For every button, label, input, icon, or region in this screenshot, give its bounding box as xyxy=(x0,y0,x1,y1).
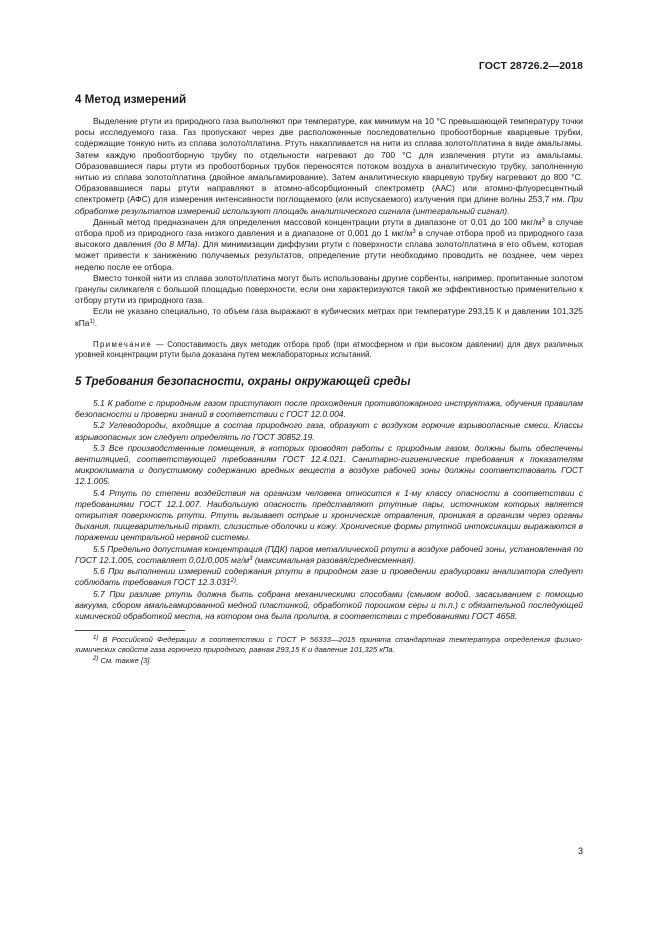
clause-5-3: 5.3 Все производственные помещения, в которых проводят работы с природным газом, должны быть обеспечены вентиляцией, соответствующей требованиям ГОСТ 12.4.021. Санитарно-гигиенические требования к показателям микроклимата и допустимому содержанию вредных веществ в воздухе рабочей зоны должны соответствовать ГОСТ 12.1.005. xyxy=(75,442,583,487)
section-4-paragraph-1: Выделение ртути из природного газа выполняют при температуре, как минимум на 10 °С превышающей температуру точки росы исследуемого газа. Газ пропускают через две расположенные последовательно пробоотборные кварцевые трубки, содержащие тонкую нить из сплава золото/платина. Ртуть накапливается на нити из сплава золото/платина в виде амальгамы. Затем каждую пробоотборную трубку по отдельности нагревают до 700 °С для извлечения ртути из амальгамы. Образовавшиеся пары ртути из пробоотборных трубок переносятся потоком воздуха в аналитическую трубку, заполненную нитью из сплава золото/платина (двойное амальгамирование). Затем аналитическую кварцевую трубку нагревают до 800 °С. Образовавшиеся пары ртути направляют в атомно-абсорбционный спектрометр (ААС) или атомно-флуоресцентный спектрометр (АФС) для измерения интенсивности поглощаемого (или испускаемого) излучения при длине волны 253,7 нм. При обработке результатов измерений используют площадь аналитического сигнала (интегральный сигнал). xyxy=(75,116,583,216)
section-4-paragraph-4: Если не указано специально, то объем газа выражают в кубических метрах при температуре 293,15 К и давлении 101,325 кПа$^{1)}$. xyxy=(75,306,583,328)
footnote-divider xyxy=(75,630,185,631)
clause-5-6: 5.6 При выполнении измерений содержания ртути в природном газе и проведении градуировки анализатора следует соблюдать требования ГОСТ 12.3.031$^{2)}$. xyxy=(75,566,583,588)
page-number: 3 xyxy=(577,846,583,856)
footnote-1: $^{1)}$ В Российской Федерации в соответствии с ГОСТ Р 56333—2015 принята стандартная температура определения физико-химических свойств газа горючего природного, равная 293,15 К и давление 101,325 кПа. xyxy=(75,635,583,655)
clause-5-5: 5.5 Предельно допустимая концентрация (ПДК) паров металлической ртути в воздухе рабочей зоны, установленная по ГОСТ 12.1.005, составляет 0,01/0,005 $мг/м^3$ (максимальная разовая/среднесменная). xyxy=(75,543,583,565)
section-4-note: Примечание — Сопоставимость двух методик отбора проб (при атмосферном и при высоком давлении) для двух различных уровней концентрации ртути была доказана путем межлабораторных испытаний. xyxy=(75,339,583,360)
clause-5-4: 5.4 Ртуть по степени воздействия на организм человека относится к 1-му классу опасности в соответствии с требованиями ГОСТ 12.1.007. Наибольшую опасность представляют ртутные пары, источником которых является открытая поверхность ртути. Ртуть вызывает острые и хронические отравления, проникая в организм через органы дыхания, пищеварительный тракт, слизистые оболочки и кожу. Хронические формы ртутной интоксикации выражаются в поражении центральной нервной системы. xyxy=(75,487,583,543)
section-4-paragraph-3: Вместо тонкой нити из сплава золото/платина могут быть использованы другие сорбенты, например, пропитанные золотом гранулы силикагеля с большой площадью поверхности, если они характеризуются такой же эффективностью применительно к отбору ртути из природного газа. xyxy=(75,272,583,306)
clause-5-1: 5.1 К работе с природным газом приступают после прохождения противопожарного инструктажа, обучения правилам безопасности и проверки знаний в соответствии с ГОСТ 12.0.004. xyxy=(75,398,583,420)
footnote-2: $^{2)}$ См. также [3]. xyxy=(93,655,152,665)
section-4-paragraph-2: Данный метод предназначен для определения массовой концентрации ртути в диапазоне от 0,01 до 100 мкг/$м^3$ в случае отбора проб из природного газа низкого давления и в диапазоне от 0,001 до 1 мкг/$м^3$ в случае отбора проб из природного газа высокого давления (до 8 МПа). Для минимизации диффузии ртути с поверхности сплава золото/платина в его объем, которая может привести к занижению получаемых результатов, определение ртути необходимо проводить не позднее, чем через неделю после ее отбора. xyxy=(75,216,583,272)
clause-5-2: 5.2 Углеводороды, входящие в состав природного газа, образуют с воздухом горючие взрывоопасные смеси. Классы взрывоопасных зон следует определять по ГОСТ 30852.19. xyxy=(75,420,583,442)
note-label: Примечание xyxy=(93,339,153,349)
section-4-heading: 4 Метод измерений xyxy=(75,93,187,106)
section-5-heading: 5 Требования безопасности, охраны окружающей среды xyxy=(75,375,411,389)
clause-5-7: 5.7 При разливе ртуть должна быть собрана механическими способами (смывом водой, засасыванием с помощью вакуума, сбором амальгамированной медной пластинкой, обработкой порошком серы и т.п.) с обязательной последующей химической обработкой места, на котором она была пролита, в соответствии с требованиями ГОСТ 4658. xyxy=(75,588,583,621)
page-content xyxy=(75,93,583,666)
standard-designation: ГОСТ 28726.2—2018 xyxy=(478,60,583,72)
